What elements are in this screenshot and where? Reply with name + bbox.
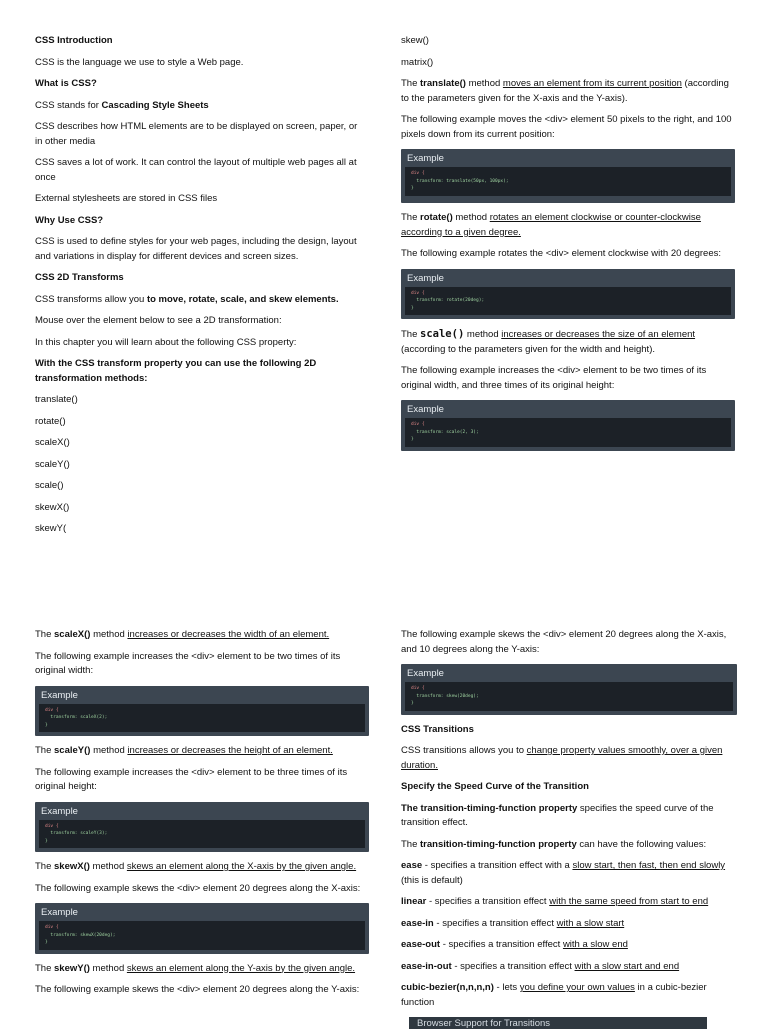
code-line: }	[411, 305, 414, 311]
list-item: scale()	[35, 480, 64, 491]
code-block	[405, 682, 733, 711]
code-example	[401, 269, 735, 320]
code-line: transform: skew(20deg);	[411, 693, 479, 699]
heading-why-use-css: Why Use CSS?	[35, 214, 104, 226]
code-example	[401, 149, 735, 203]
paragraph: CSS saves a lot of work. It can control the layout of multiple web pages all at once	[35, 157, 357, 183]
paragraph: The following example moves the <div> element 50 pixels to the right, and 100 pixels down from its current position:	[401, 114, 732, 140]
paragraph: CSS transforms allow you to move, rotate, scale, and skew elements.	[35, 293, 339, 305]
paragraph: CSS is the language we use to style a Web page.	[35, 56, 244, 68]
code-line: div {	[45, 707, 59, 713]
example-label: Example	[407, 404, 444, 415]
paragraph: With the CSS transform property you can use the following 2D transformation methods:	[35, 358, 317, 384]
code-line: }	[411, 701, 414, 706]
code-line: }	[411, 186, 414, 191]
example-label: Example	[407, 272, 444, 284]
code-line: }	[45, 722, 48, 728]
bottom-right-column	[401, 628, 737, 1029]
code-block	[405, 287, 731, 316]
code-line: transform: rotate(20deg);	[411, 298, 485, 303]
list-item: matrix()	[401, 56, 434, 68]
paragraph: The following example skews the <div> element 20 degrees along the X-axis:	[35, 882, 361, 894]
heading-what-is-css: What is CSS?	[35, 78, 97, 89]
code-block	[39, 704, 365, 733]
paragraph: The transition-timing-function property specifies the speed curve of the transition effect.	[401, 802, 714, 828]
code-line: transform: scaleY(3);	[45, 831, 108, 836]
browser-support-banner: Browser Support for Transitions	[409, 1017, 707, 1029]
code-block	[39, 921, 365, 950]
paragraph: The following example skews the <div> element 20 degrees along the Y-axis:	[35, 984, 360, 995]
code-example	[35, 903, 369, 954]
code-line: }	[45, 940, 48, 945]
paragraph: The following example rotates the <div> element clockwise with 20 degrees:	[401, 248, 722, 259]
paragraph: The following example increases the <div> element to be two times of its original width:	[35, 650, 341, 676]
code-line: div {	[411, 290, 425, 296]
code-example	[401, 400, 735, 451]
paragraph: The following example increases the <div> element to be three times of its original height:	[35, 766, 348, 792]
paragraph: CSS stands for Cascading Style Sheets	[35, 99, 209, 111]
heading-css-2d-transforms: CSS 2D Transforms	[35, 272, 124, 283]
code-line: div {	[45, 823, 59, 829]
list-item: scaleY()	[35, 458, 70, 470]
paragraph: External stylesheets are stored in CSS files	[35, 193, 218, 204]
top-left-column	[35, 34, 367, 544]
list-item: skew()	[401, 35, 429, 46]
paragraph: The skewY() method skews an element along the Y-axis by the given angle.	[35, 962, 356, 974]
list-item: ease-in - specifies a transition effect with a slow start	[401, 917, 625, 929]
example-label: Example	[407, 668, 444, 679]
list-item: rotate()	[35, 415, 66, 427]
list-item: ease - specifies a transition effect with a slow start, then fast, then end slowly (this is default)	[401, 860, 726, 886]
code-line: div {	[411, 422, 425, 427]
paragraph: Mouse over the element below to see a 2D transformation:	[35, 315, 282, 326]
list-item: ease-out - specifies a transition effect with a slow end	[401, 939, 628, 950]
paragraph: CSS is used to define styles for your web pages, including the design, layout and variations in display for different devices and screen sizes.	[35, 236, 357, 262]
paragraph: The transition-timing-function property can have the following values:	[401, 838, 707, 850]
example-label: Example	[41, 689, 78, 701]
example-label: Example	[41, 805, 78, 817]
list-item: scaleX()	[35, 437, 70, 448]
code-block	[405, 418, 731, 447]
list-item: cubic-bezier(n,n,n,n) - lets you define your own values in a cubic-bezier function	[401, 982, 707, 1008]
code-line: }	[411, 437, 414, 442]
heading-speed-curve: Specify the Speed Curve of the Transition	[401, 781, 589, 792]
list-item: skewY(	[35, 523, 67, 534]
list-item: translate()	[35, 394, 78, 405]
code-line: div {	[411, 171, 425, 176]
paragraph: The scaleX() method increases or decreases the width of an element.	[35, 629, 330, 640]
list-item: linear - specifies a transition effect with the same speed from start to end	[401, 896, 709, 907]
list-item: skewX()	[35, 501, 70, 513]
code-line: }	[45, 838, 48, 844]
bottom-left-column	[35, 628, 369, 1005]
paragraph: The following example increases the <div> element to be two times of its original width, and three times of its original height:	[401, 365, 707, 391]
list-item: ease-in-out - specifies a transition effect with a slow start and end	[401, 960, 680, 972]
paragraph: CSS transitions allows you to change property values smoothly, over a given duration.	[401, 745, 723, 771]
code-block	[405, 167, 731, 196]
code-example	[35, 802, 369, 853]
paragraph: In this chapter you will learn about the following CSS property:	[35, 336, 297, 348]
code-line: transform: scaleX(2);	[45, 715, 108, 720]
paragraph: The scale() method increases or decreases the size of an element (according to the parameters given for the width and height).	[401, 328, 696, 355]
code-block	[39, 820, 365, 849]
paragraph: The scaleY() method increases or decreases the height of an element.	[35, 745, 333, 756]
code-example	[401, 664, 737, 715]
code-example	[35, 686, 369, 737]
example-label: Example	[407, 153, 444, 164]
code-line: div {	[411, 686, 425, 691]
top-right-column	[401, 34, 735, 459]
paragraph: The translate() method moves an element from its current position (according to the parameters given for the X-axis and the Y-axis).	[401, 78, 729, 104]
code-line: transform: translate(50px, 100px);	[411, 178, 509, 184]
code-line: transform: skewX(20deg);	[45, 932, 116, 938]
paragraph: CSS describes how HTML elements are to be displayed on screen, paper, or in other media	[35, 121, 358, 147]
paragraph: The following example skews the <div> element 20 degrees along the X-axis, and 10 degrees along the Y-axis:	[401, 629, 727, 655]
heading-css-transitions: CSS Transitions	[401, 723, 474, 735]
paragraph: The skewX() method skews an element along the X-axis by the given angle.	[35, 861, 357, 872]
paragraph: The rotate() method rotates an element clockwise or counter-clockwise according to a given degree.	[401, 212, 701, 238]
heading-css-introduction: CSS Introduction	[35, 35, 113, 46]
example-label: Example	[41, 907, 78, 918]
code-line: transform: scale(2, 3);	[411, 429, 479, 435]
code-line: div {	[45, 925, 59, 930]
